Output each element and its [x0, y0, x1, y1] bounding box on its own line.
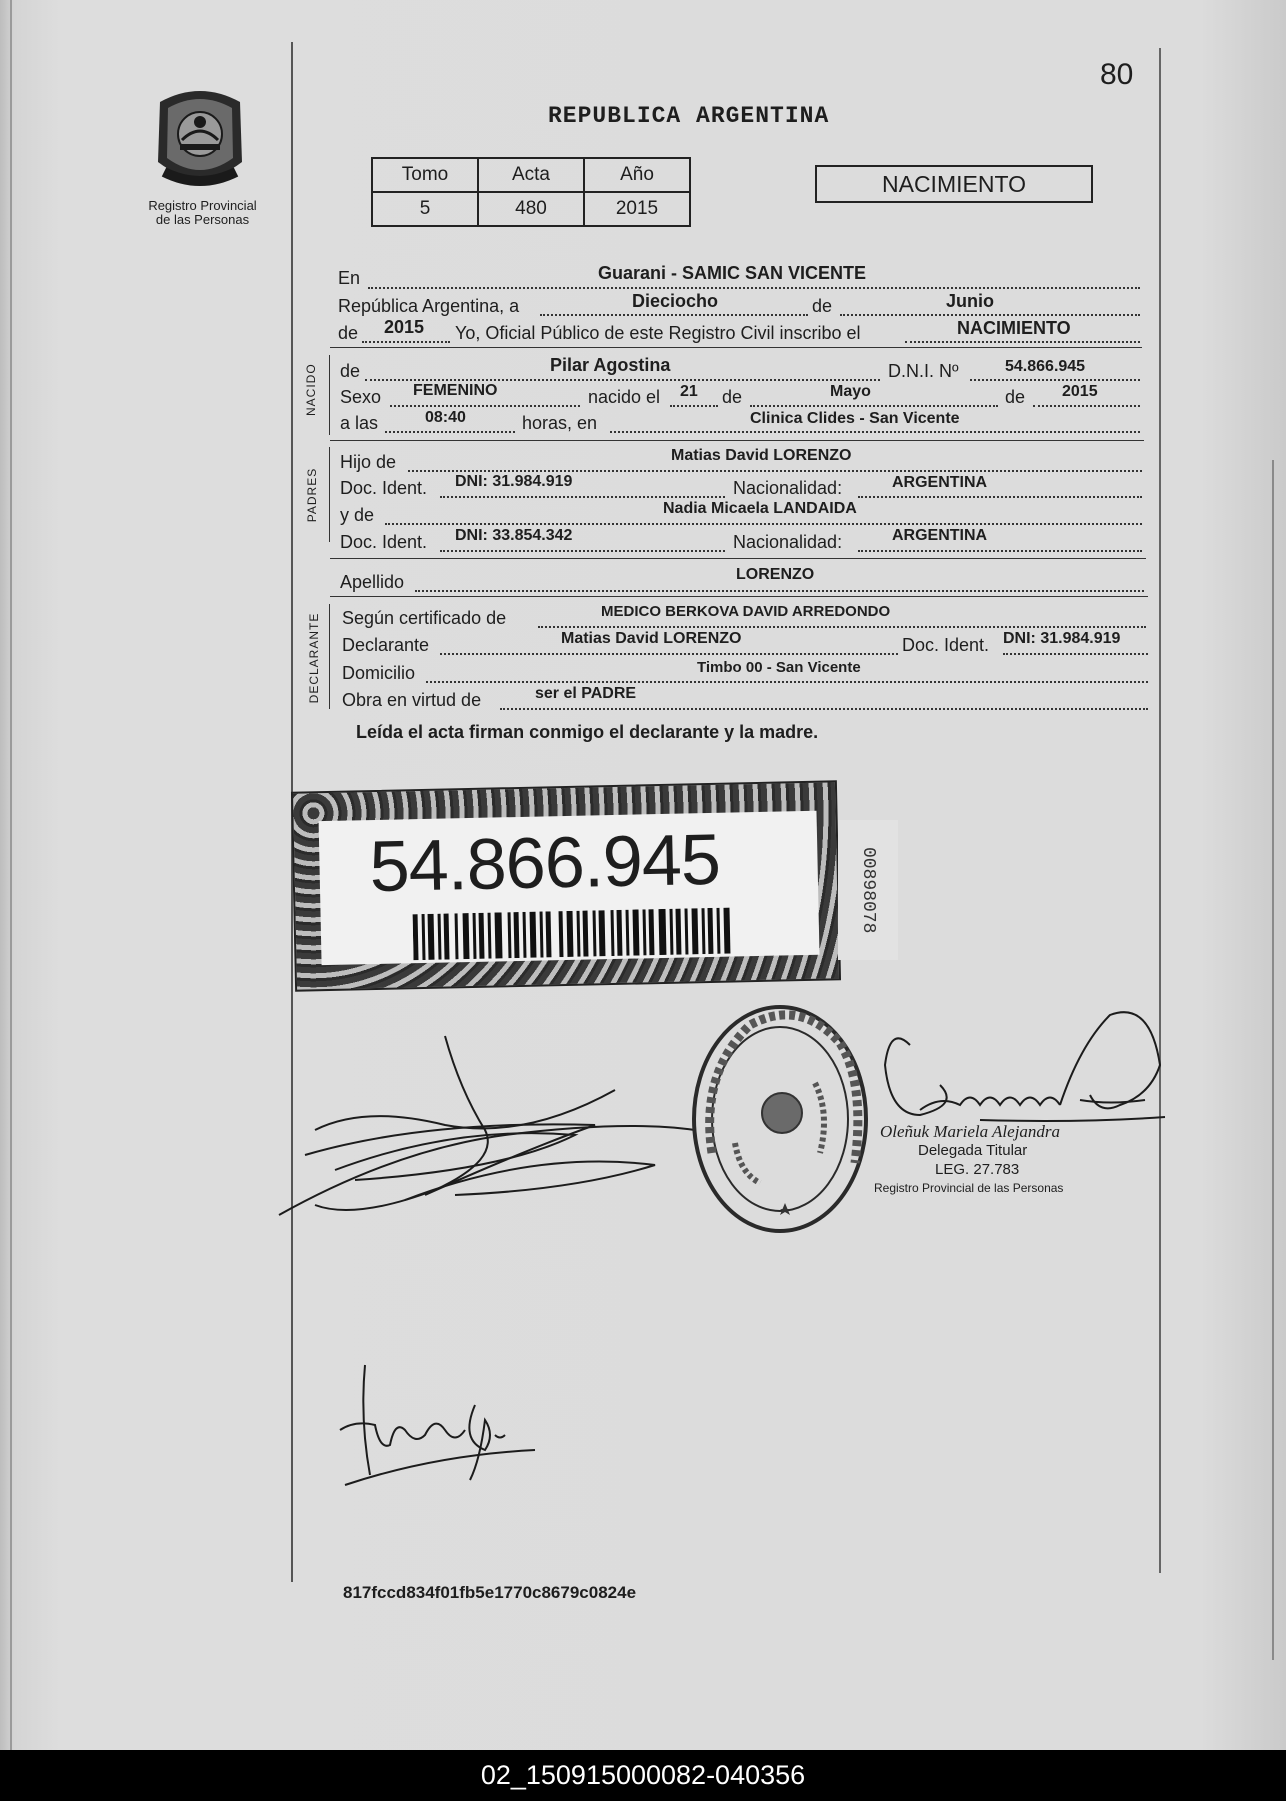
- dotted-line: [440, 653, 898, 655]
- place-value: Guarani - SAMIC SAN VICENTE: [598, 263, 867, 283]
- dotted-line: [1003, 653, 1148, 655]
- de-label: de: [338, 323, 359, 343]
- section-bracket: [329, 447, 330, 542]
- dotted-line: [500, 708, 1148, 710]
- oficial-text: Yo, Oficial Público de este Registro Civil inscribo el: [455, 323, 861, 343]
- registry-value-tomo: 5: [372, 192, 478, 226]
- declarante-section-label: DECLARANTE: [307, 612, 321, 704]
- doc-ident-label: Doc. Ident.: [340, 478, 428, 498]
- year-value: 2015: [384, 317, 425, 337]
- dni-label: D.N.I. Nº: [888, 361, 959, 381]
- event-value: NACIMIENTO: [957, 318, 1071, 338]
- official-leg: LEG. 27.783: [935, 1161, 1020, 1178]
- de-label: de: [812, 296, 833, 316]
- de-label: de: [1005, 387, 1026, 407]
- footer-id: 02_150915000082-040356: [480, 1760, 806, 1790]
- logo-caption-line1: Registro Provincial: [148, 198, 257, 213]
- nacido-el-label: nacido el: [588, 387, 661, 407]
- birth-month-value: Mayo: [830, 383, 871, 400]
- dotted-line: [408, 470, 1142, 472]
- dotted-line: [440, 550, 725, 552]
- registry-header-tomo: Tomo: [372, 158, 478, 192]
- mother-doc-value: DNI: 33.854.342: [455, 527, 573, 544]
- apellido-label: Apellido: [340, 572, 405, 592]
- page-number: 80: [1100, 58, 1134, 91]
- dotted-line: [365, 379, 880, 381]
- registry-value-acta: 480: [478, 192, 584, 226]
- mother-nationality-value: ARGENTINA: [892, 527, 988, 544]
- section-divider: [330, 440, 1144, 441]
- y-de-label: y de: [340, 505, 375, 525]
- nacido-section-label: NACIDO: [304, 363, 318, 416]
- day-value: Dieciocho: [632, 291, 719, 311]
- horas-label: horas, en: [522, 413, 598, 433]
- dotted-line: [905, 341, 1140, 343]
- logo-caption: [130, 199, 275, 227]
- registry-value-ano: 2015: [584, 192, 690, 226]
- doc-ident-label: Doc. Ident.: [340, 532, 428, 552]
- dotted-line: [1033, 405, 1140, 407]
- document-type-box: NACIMIENTO: [815, 165, 1093, 203]
- nacionalidad-label: Nacionalidad:: [733, 532, 843, 552]
- domicilio-label: Domicilio: [342, 663, 416, 683]
- dotted-line: [858, 496, 1142, 498]
- dotted-line: [390, 405, 580, 407]
- de-label: de: [722, 387, 743, 407]
- dotted-line: [840, 314, 1140, 316]
- section-divider: [330, 347, 1142, 348]
- dotted-line: [858, 550, 1142, 552]
- dotted-line: [440, 496, 725, 498]
- month-value: Junio: [946, 291, 994, 311]
- dotted-line: [540, 314, 808, 316]
- father-nationality-value: ARGENTINA: [892, 474, 988, 491]
- child-name-value: Pilar Agostina: [550, 355, 671, 375]
- child-dni-value: 54.866.945: [1005, 358, 1086, 375]
- initials-signature: [335, 1360, 545, 1490]
- dotted-line: [538, 626, 1146, 628]
- declarant-signature: [275, 1030, 745, 1220]
- dotted-line: [610, 431, 1140, 433]
- dotted-line: [670, 405, 718, 407]
- registry-header-acta: Acta: [478, 158, 584, 192]
- dotted-line: [368, 287, 1140, 289]
- registry-header-ano: Año: [584, 158, 690, 192]
- father-doc-value: DNI: 31.984.919: [455, 473, 573, 490]
- page-right-edge: [1272, 460, 1274, 1660]
- birth-place-value: Clinica Clides - San Vicente: [750, 410, 960, 427]
- birth-day-value: 21: [680, 383, 698, 400]
- barcode-image: [413, 908, 734, 961]
- dotted-line: [385, 431, 515, 433]
- obra-label: Obra en virtud de: [342, 690, 482, 710]
- section-divider: [330, 596, 1148, 597]
- doc-ident-label: Doc. Ident.: [902, 635, 990, 655]
- official-org: Registro Provincial de las Personas: [874, 1181, 1064, 1195]
- provincial-seal-logo: [150, 82, 250, 194]
- dotted-line: [750, 405, 998, 407]
- mother-name-value: Nadia Micaela LANDAIDA: [663, 500, 857, 517]
- official-identification: [874, 1122, 1120, 1198]
- document-title: REPUBLICA ARGENTINA: [548, 103, 830, 129]
- declarante-doc-value: DNI: 31.984.919: [1003, 630, 1121, 647]
- dni-sticker: [291, 780, 841, 991]
- sticker-panel: [319, 811, 820, 965]
- closing-statement: Leída el acta firman conmigo el declarante y la madre.: [356, 722, 819, 742]
- declarante-name-value: Matias David LORENZO: [561, 630, 742, 647]
- round-stamp: [690, 1003, 875, 1238]
- birth-year-value: 2015: [1062, 383, 1098, 400]
- apellido-value: LORENZO: [736, 566, 815, 583]
- declarante-label: Declarante: [342, 635, 430, 655]
- en-label: En: [338, 268, 361, 288]
- section-bracket: [329, 604, 330, 709]
- hijo-de-label: Hijo de: [340, 452, 397, 472]
- official-signature: [880, 1005, 1170, 1135]
- birth-time-value: 08:40: [425, 409, 466, 426]
- a-las-label: a las: [340, 413, 379, 433]
- father-name-value: Matias David LORENZO: [671, 447, 852, 464]
- logo-caption-line2: de las Personas: [155, 212, 250, 227]
- sexo-value: FEMENINO: [413, 382, 498, 399]
- page-left-edge: [10, 0, 12, 1750]
- scan-footer: [0, 1750, 1286, 1801]
- section-bracket: [329, 355, 330, 435]
- republica-label: República Argentina, a: [338, 296, 520, 316]
- right-margin-line: [1159, 48, 1161, 1573]
- sexo-label: Sexo: [340, 387, 382, 407]
- document-hash: 817fccd834f01fb5e1770c8679c0824e: [343, 1583, 637, 1602]
- certificado-value: MEDICO BERKOVA DAVID ARREDONDO: [601, 603, 891, 620]
- dotted-line: [426, 681, 1148, 683]
- section-divider: [330, 558, 1146, 559]
- padres-section-label: PADRES: [305, 467, 319, 523]
- official-name: Oleñuk Mariela Alejandra: [880, 1122, 1061, 1141]
- sticker-number: 54.866.945: [368, 819, 721, 908]
- dotted-line: [385, 523, 1142, 525]
- sticker-serial: 00898078: [858, 846, 878, 934]
- dotted-line: [970, 379, 1140, 381]
- de-label: de: [340, 361, 361, 381]
- certificado-label: Según certificado de: [342, 608, 507, 628]
- registry-table: [371, 157, 691, 227]
- dotted-line: [415, 590, 1144, 592]
- nacionalidad-label: Nacionalidad:: [733, 478, 843, 498]
- official-title: Delegada Titular: [918, 1142, 1028, 1159]
- obra-value: ser el PADRE: [535, 685, 637, 702]
- domicilio-value: Timbo 00 - San Vicente: [697, 659, 861, 676]
- dotted-line: [362, 341, 450, 343]
